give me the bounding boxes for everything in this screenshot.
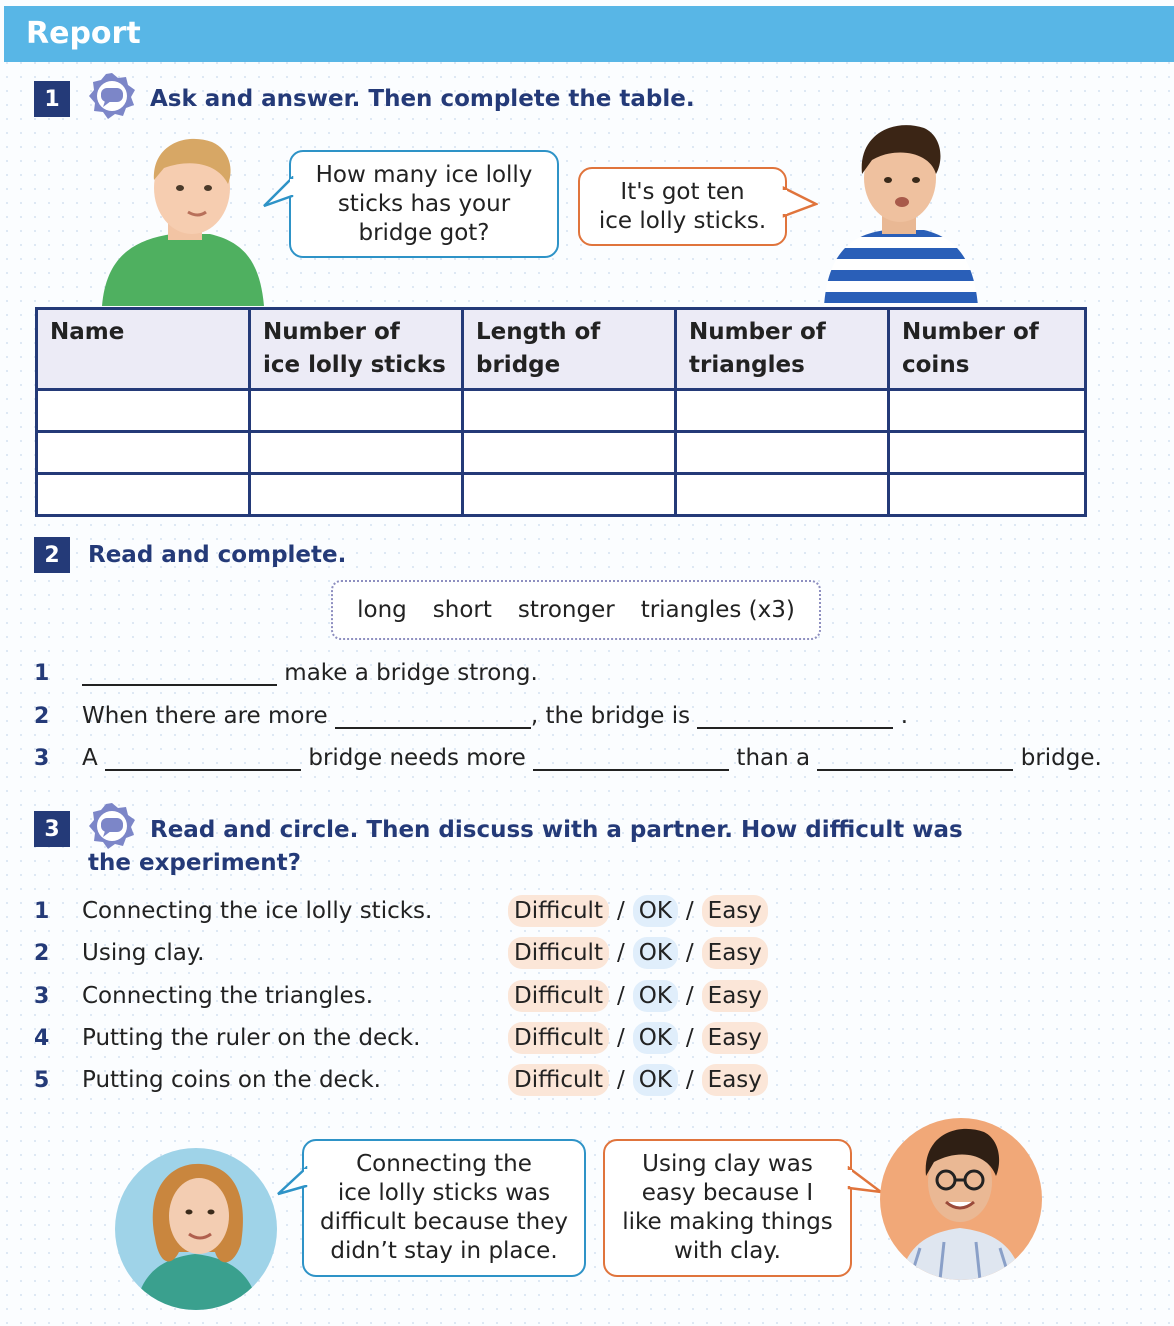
sentence-text: . [893, 703, 909, 729]
sentence-3 [82, 745, 1102, 771]
table-cell-input[interactable] [889, 474, 1086, 516]
answer-blank[interactable] [335, 705, 531, 729]
header-line: Number of [902, 319, 1039, 345]
table-cell-input[interactable] [250, 390, 463, 432]
word-bank [331, 580, 821, 640]
section-2-heading: Read and complete. [88, 542, 347, 568]
sentence-1 [82, 660, 538, 686]
section-3-heading: Read and circle. Then discuss with a partner. How difficult was [150, 817, 963, 843]
option-separator: / [685, 983, 694, 1009]
rating-options [508, 1022, 768, 1054]
item-number: 5 [34, 1068, 50, 1093]
table-cell-input[interactable] [37, 474, 250, 516]
table-cell-input[interactable] [250, 474, 463, 516]
option-difficult[interactable]: Difficult [508, 895, 609, 927]
option-easy[interactable]: Easy [702, 1064, 768, 1096]
answer-blank[interactable] [533, 747, 729, 771]
rating-options [508, 895, 768, 927]
option-easy[interactable]: Easy [702, 895, 768, 927]
girl-photo [115, 1148, 277, 1310]
word-bank-item: long [357, 597, 407, 623]
report-header [4, 6, 1174, 62]
bubble-tail [276, 1166, 308, 1200]
section-3-number: 3 [34, 811, 70, 847]
speaking-icon [88, 802, 136, 850]
rating-options [508, 1064, 768, 1096]
table-cell-input[interactable] [889, 432, 1086, 474]
table-header-cell [250, 309, 463, 390]
bubble-tail [847, 1166, 883, 1200]
option-ok[interactable]: OK [633, 1022, 678, 1054]
option-separator: / [685, 898, 694, 924]
table-cell-input[interactable] [889, 390, 1086, 432]
item-number: 1 [34, 899, 50, 924]
header-line: Number of [689, 319, 826, 345]
option-difficult[interactable]: Difficult [508, 980, 609, 1012]
speech-bubble-left [302, 1139, 586, 1277]
table-header-cell [463, 309, 676, 390]
bubble-line: It's got ten [620, 178, 745, 205]
header-line: coins [902, 352, 970, 378]
rating-item-text: Connecting the ice lolly sticks. [82, 898, 433, 924]
answer-blank[interactable] [697, 705, 893, 729]
header-line: Length of [476, 319, 601, 345]
option-difficult[interactable]: Difficult [508, 1064, 609, 1096]
table-cell-input[interactable] [463, 390, 676, 432]
boy-green-shirt-image [92, 128, 272, 306]
section-1-number: 1 [34, 81, 70, 117]
speech-bubble-answer [578, 167, 787, 246]
word-bank-item: triangles (x3) [640, 597, 795, 623]
table-cell-input[interactable] [676, 390, 889, 432]
table-row [37, 390, 1086, 432]
option-separator: / [685, 940, 694, 966]
sentence-text: When there are more [82, 703, 335, 729]
sentence-text: bridge needs more [301, 745, 534, 771]
option-ok[interactable]: OK [633, 1064, 678, 1096]
item-number: 2 [34, 704, 50, 729]
table-cell-input[interactable] [250, 432, 463, 474]
rating-item-text: Using clay. [82, 940, 205, 966]
option-ok[interactable]: OK [633, 895, 678, 927]
table-header-cell [37, 309, 250, 390]
sentence-text: , the bridge is [530, 703, 698, 729]
option-easy[interactable]: Easy [702, 1022, 768, 1054]
header-line: ice lolly sticks [263, 352, 446, 378]
header-line: bridge [476, 352, 561, 378]
bubble-tail [262, 176, 294, 210]
rating-item-text: Connecting the triangles. [82, 983, 374, 1009]
sentence-text: bridge. [1013, 745, 1102, 771]
item-number: 1 [34, 661, 50, 686]
item-number: 3 [34, 984, 50, 1009]
header-line: Number of [263, 319, 400, 345]
bubble-line: easy because I [641, 1180, 814, 1206]
boy-glasses-photo [880, 1118, 1042, 1280]
rating-options [508, 937, 768, 969]
table-header-cell [676, 309, 889, 390]
sentence-text: A [82, 745, 106, 771]
table-cell-input[interactable] [37, 432, 250, 474]
table-header-row [37, 309, 1086, 390]
option-difficult[interactable]: Difficult [508, 1022, 609, 1054]
table-cell-input[interactable] [463, 432, 676, 474]
boy-striped-shirt-image [820, 116, 980, 306]
speech-bubble-right [603, 1139, 852, 1277]
option-ok[interactable]: OK [633, 937, 678, 969]
header-line: triangles [689, 352, 805, 378]
bubble-line: like making things [622, 1209, 833, 1235]
bubble-line: difficult because they [319, 1209, 569, 1235]
word-bank-item: short [432, 597, 492, 623]
option-separator: / [685, 1025, 694, 1051]
table-cell-input[interactable] [463, 474, 676, 516]
answer-blank[interactable] [82, 662, 277, 686]
option-easy[interactable]: Easy [702, 980, 768, 1012]
word-bank-item: stronger [517, 597, 615, 623]
table-cell-input[interactable] [676, 474, 889, 516]
section-1-heading: Ask and answer. Then complete the table. [150, 86, 695, 112]
option-easy[interactable]: Easy [702, 937, 768, 969]
header-title: Report [26, 16, 141, 51]
option-separator: / [616, 1067, 625, 1093]
bubble-line: didn’t stay in place. [330, 1238, 558, 1264]
option-ok[interactable]: OK [633, 980, 678, 1012]
table-cell-input[interactable] [37, 390, 250, 432]
bubble-line: Connecting the [356, 1151, 532, 1177]
bubble-line: with clay. [674, 1238, 781, 1264]
rating-options [508, 980, 768, 1012]
table-row [37, 432, 1086, 474]
item-number: 2 [34, 941, 50, 966]
table-row [37, 474, 1086, 516]
table-cell-input[interactable] [676, 432, 889, 474]
bubble-line: ice lolly sticks was [337, 1180, 551, 1206]
sentence-text: than a [729, 745, 818, 771]
option-separator: / [685, 1067, 694, 1093]
option-separator: / [616, 940, 625, 966]
rating-item-text: Putting the ruler on the deck. [82, 1025, 421, 1051]
rating-item-text: Putting coins on the deck. [82, 1067, 381, 1093]
bubble-line: ice lolly sticks. [598, 207, 767, 234]
answer-blank[interactable] [105, 747, 301, 771]
item-number: 4 [34, 1026, 50, 1051]
bubble-line: sticks has your [337, 190, 511, 217]
answer-blank[interactable] [817, 747, 1013, 771]
speaking-icon [88, 72, 136, 120]
option-difficult[interactable]: Difficult [508, 937, 609, 969]
option-separator: / [616, 1025, 625, 1051]
bubble-line: How many ice lolly [315, 161, 533, 188]
bubble-line: bridge got? [358, 219, 490, 246]
section-3-heading-continued: the experiment? [88, 850, 301, 876]
header-line: Name [50, 319, 125, 345]
section-2-number: 2 [34, 537, 70, 573]
item-number: 3 [34, 746, 50, 771]
sentence-text: make a bridge strong. [277, 660, 538, 686]
bubble-line: Using clay was [642, 1151, 813, 1177]
sentence-2 [82, 703, 908, 729]
speech-bubble-question [289, 150, 559, 258]
table-header-cell [889, 309, 1086, 390]
option-separator: / [616, 898, 625, 924]
bubble-tail [782, 186, 818, 220]
experiment-table [35, 307, 1087, 517]
option-separator: / [616, 983, 625, 1009]
